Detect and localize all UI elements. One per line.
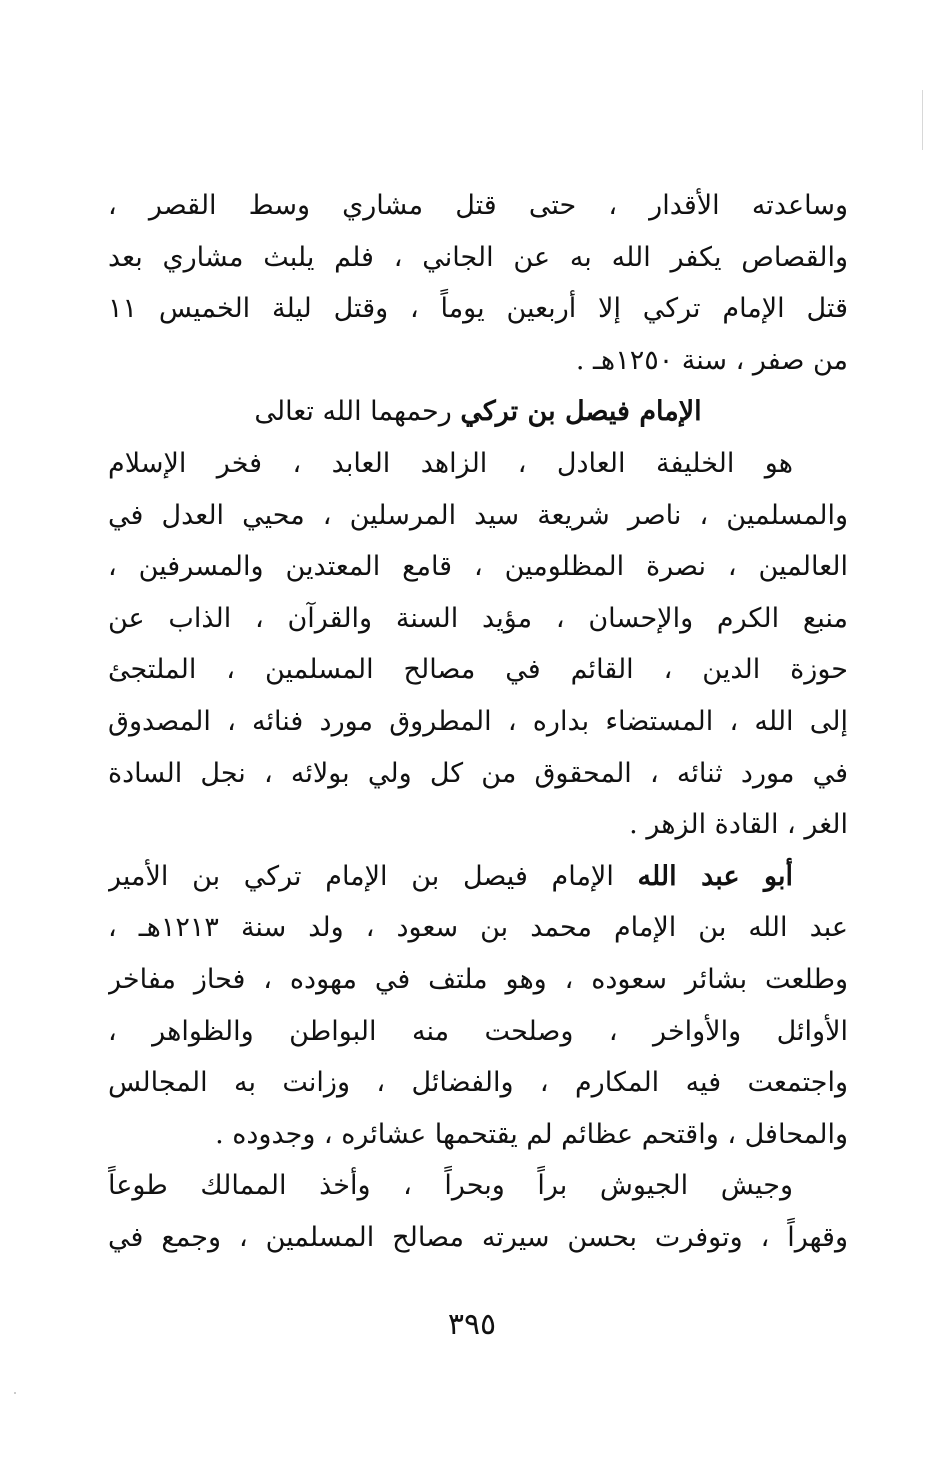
text-line: هو الخليفة العادل ، الزاهد العابد ، فخر الإسلام [108, 447, 793, 479]
text-line: عبد الله بن الإمام محمد بن سعود ، ولد سنة ١٢١٣هـ ، [108, 912, 848, 944]
text-line: وساعدته الأقدار ، حتى قتل مشاري وسط القصر ، [108, 190, 848, 221]
margin-mark [922, 90, 923, 150]
text-line: حوزة الدين ، القائم في مصالح المسلمين ، الملتجئ [108, 654, 848, 686]
text-line: وطلعت بشائر سعوده ، وهو ملتف في مهوده ، فحاز مفاخر [108, 963, 848, 995]
text-line: وقهراً ، وتوفرت بحسن سيرته مصالح المسلمين ، وجمع في [108, 1221, 848, 1253]
text-line: والمحافل ، واقتحم عظائم لم يقتحمها عشائره ، وجدوده . [215, 1118, 848, 1150]
line-rest: رحمهما الله تعالى [254, 396, 461, 428]
page-number: ٣٩٥ [447, 1307, 497, 1342]
bold-lead: أبو عبد الله [637, 860, 793, 892]
text-line: في مورد ثنائه ، المحقوق من كل ولي بولائه ، نجل السادة [108, 757, 848, 789]
text-line: الغر ، القادة الزهر . [629, 809, 848, 841]
text-line: والقصاص يكفر الله به عن الجاني ، فلم يلبث مشاري بعد [108, 241, 848, 273]
text-line: من صفر ، سنة ١٢٥٠هـ . [575, 344, 848, 376]
section-heading [108, 386, 848, 438]
text-line: وجيش الجيوش براً وبحراً ، وأخذ الممالك طوعاً [108, 1170, 793, 1202]
text-line: العالمين ، نصرة المظلومين ، قامع المعتدين والمسرفين ، [108, 551, 848, 583]
body-text [108, 180, 848, 1263]
text-line: إلى الله ، المستضاء بداره ، المطروق مورد فنائه ، المصدوق [108, 705, 848, 737]
text-line: منبع الكرم والإحسان ، مؤيد السنة والقرآن ، الذاب عن [108, 602, 848, 634]
text-line [108, 851, 848, 903]
text-line: واجتمعت فيه المكارم ، والفضائل ، وزانت به المجالس [108, 1067, 848, 1099]
text-line: الأوائل والأواخر ، وصلحت منه البواطن والظواهر ، [108, 1015, 848, 1047]
text-line: والمسلمين ، ناصر شريعة سيد المرسلين ، محيي العدل في [108, 499, 848, 531]
text-line: قتل الإمام تركي إلا أربعين يوماً ، وقتل ليلة الخميس ١١ [108, 293, 848, 325]
line-rest: الإمام فيصل بن الإمام تركي بن الأمير [108, 860, 638, 892]
page-speck [14, 1392, 16, 1394]
bold-lead: الإمام فيصل بن تركي [460, 396, 702, 428]
